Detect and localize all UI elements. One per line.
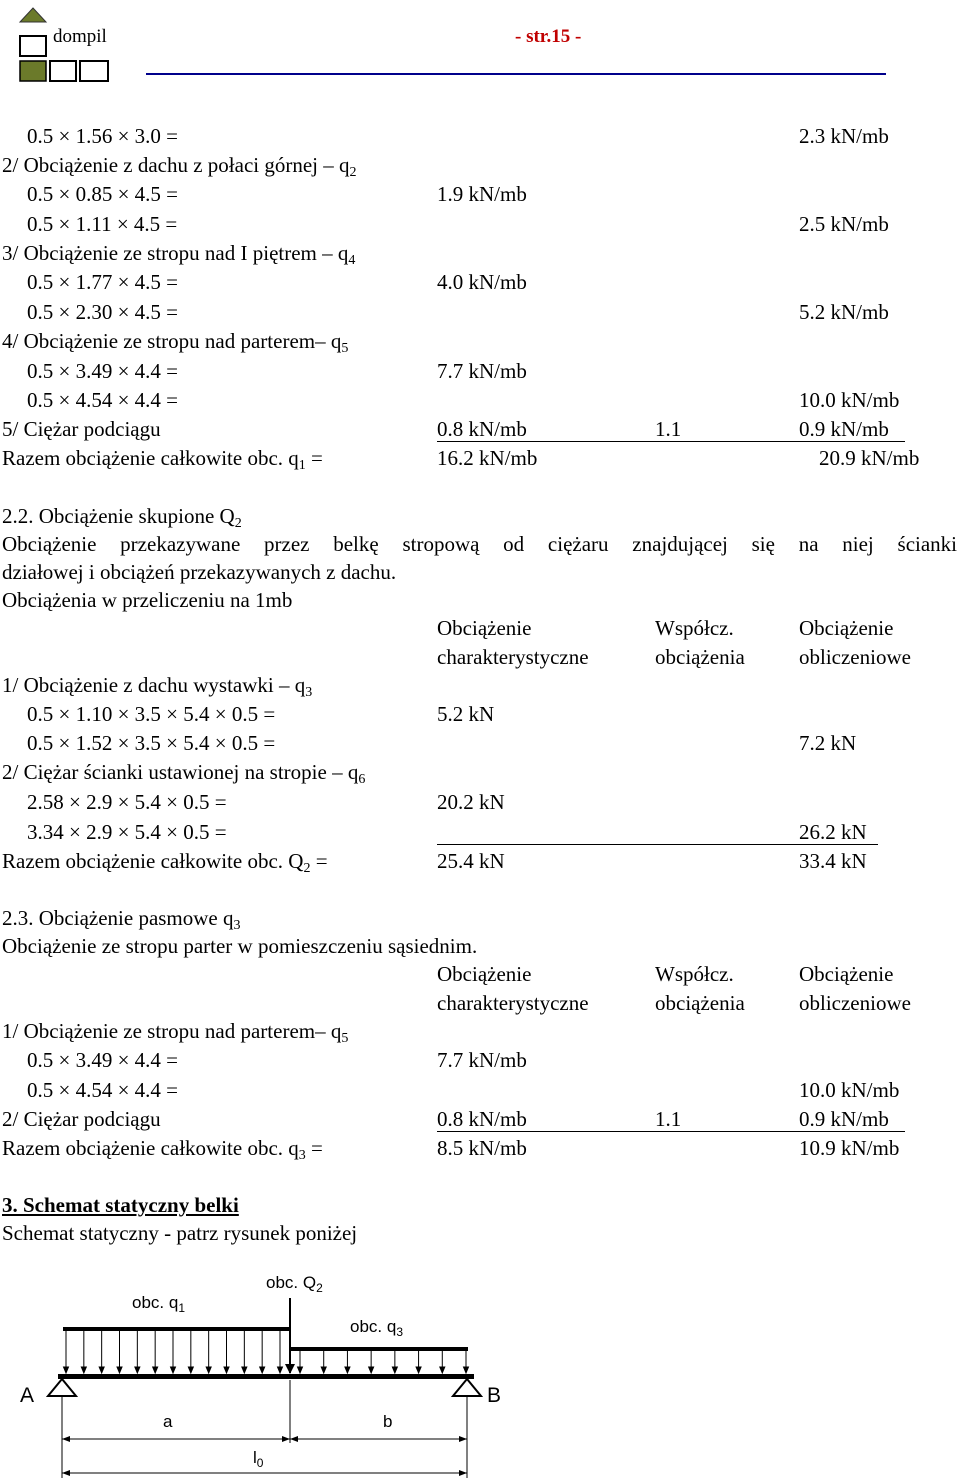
value-design: 2.3 kN/mb — [799, 124, 889, 148]
load-label-Q2: obc. $Q_2$ — [266, 1273, 323, 1295]
brand-name: dompil — [53, 26, 107, 47]
column-header: Obciążenie — [799, 616, 894, 640]
total-char: 16.2 kN/mb — [437, 446, 538, 470]
description: Obciążenie ze stropu parter w pomieszczeniu sąsiednim. — [2, 934, 478, 958]
column-header: Obciążenie — [799, 962, 894, 986]
value-design: 7.2 kN — [799, 731, 857, 755]
load-arrow-head — [321, 1367, 326, 1373]
value-design: 10.0 kN/mb — [799, 388, 900, 412]
description: Obciążenia w przeliczeniu na 1mb — [2, 588, 293, 612]
load-arrow-head — [64, 1367, 69, 1373]
load-arrow-head — [416, 1367, 421, 1373]
load-arrow-head — [440, 1367, 445, 1373]
formula: 0.5 × 4.54 × 4.4 = — [27, 388, 179, 412]
value-design: 26.2 kN — [799, 820, 867, 844]
total-label: Razem obciążenie całkowite obc. q1 = — [2, 446, 323, 473]
total-label: Razem obciążenie całkowite obc. Q2 = — [2, 849, 328, 876]
value-design: 0.9 kN/mb — [799, 417, 889, 441]
value-design: 5.2 kN/mb — [799, 300, 889, 324]
load-arrow-head — [464, 1367, 469, 1373]
support-label-a: A — [20, 1384, 35, 1407]
group-title: 2/ Obciążenie z dachu z połaci górnej – q2 — [2, 153, 357, 180]
total-design: 33.4 kN — [799, 849, 867, 873]
column-header: Obciążenie — [437, 616, 532, 640]
formula: 0.5 × 4.54 × 4.4 = — [27, 1078, 179, 1102]
formula: 0.5 × 1.10 × 3.5 × 5.4 × 0.5 = — [27, 702, 276, 726]
load-arrow-head — [224, 1367, 229, 1373]
group-title: 2/ Ciężar podciągu — [2, 1107, 161, 1131]
value-char: 7.7 kN/mb — [437, 359, 527, 383]
formula: 2.58 × 2.9 × 5.4 × 0.5 = — [27, 790, 227, 814]
load-arrow-head — [117, 1367, 122, 1373]
column-header: Współcz. — [655, 616, 734, 640]
value-char: 1.9 kN/mb — [437, 182, 527, 206]
group-title: 4/ Obciążenie ze stropu nad parterem– q5 — [2, 329, 349, 356]
load-arrow-head — [99, 1367, 104, 1373]
load-arrow-head — [188, 1367, 193, 1373]
formula: 0.5 × 1.56 × 3.0 = — [27, 124, 179, 148]
total-label: Razem obciążenie całkowite obc. q3 = — [2, 1136, 323, 1163]
section-heading: 3. Schemat statyczny belki — [2, 1193, 239, 1217]
column-header: obciążenia — [655, 645, 745, 669]
column-header: obliczeniowe — [799, 991, 911, 1015]
sum-underline — [437, 1131, 905, 1132]
load-arrow-head — [392, 1367, 397, 1373]
column-header: Współcz. — [655, 962, 734, 986]
section-heading: 2.3. Obciążenie pasmowe q3 — [2, 906, 241, 933]
load-arrow-head — [345, 1367, 350, 1373]
value-char: 5.2 kN — [437, 702, 495, 726]
value-design: 10.0 kN/mb — [799, 1078, 900, 1102]
load-arrow-head — [369, 1367, 374, 1373]
description: Schemat statyczny - patrz rysunek poniżej — [2, 1221, 358, 1245]
value-char: 4.0 kN/mb — [437, 270, 527, 294]
page-number: - str.15 - — [515, 26, 582, 47]
value-design: 2.5 kN/mb — [799, 212, 889, 236]
value-char: 0.8 kN/mb — [437, 1107, 527, 1131]
load-arrow-head — [242, 1367, 247, 1373]
beam-diagram — [0, 1260, 560, 1483]
load-arrow-head — [81, 1367, 86, 1373]
support-label-b: B — [487, 1384, 502, 1407]
span-label-l0: $l_0$ — [253, 1448, 264, 1470]
value-coef: 1.1 — [655, 1107, 682, 1131]
load-arrow-head — [260, 1367, 265, 1373]
total-char: 8.5 kN/mb — [437, 1136, 527, 1160]
formula: 0.5 × 2.30 × 4.5 = — [27, 300, 179, 324]
value-char: 0.8 kN/mb — [437, 417, 527, 441]
load-arrow-head — [278, 1367, 283, 1373]
column-header: Obciążenie — [437, 962, 532, 986]
formula: 0.5 × 1.52 × 3.5 × 5.4 × 0.5 = — [27, 731, 276, 755]
beam-drawing — [0, 1260, 560, 1483]
group-title: 2/ Ciężar ścianki ustawionej na stropie – q6 — [2, 760, 366, 787]
column-header: obciążenia — [655, 991, 745, 1015]
load-arrow-head — [206, 1367, 211, 1373]
column-header: obliczeniowe — [799, 645, 911, 669]
formula: 0.5 × 3.49 × 4.4 = — [27, 1048, 179, 1072]
formula: 0.5 × 1.11 × 4.5 = — [27, 212, 178, 236]
formula: 0.5 × 1.77 × 4.5 = — [27, 270, 179, 294]
group-title: 5/ Ciężar podciągu — [2, 417, 161, 441]
load-arrow-head — [153, 1367, 158, 1373]
group-title: 1/ Obciążenie ze stropu nad parterem– q5 — [2, 1019, 349, 1046]
sum-underline — [437, 844, 878, 845]
formula: 0.5 × 3.49 × 4.4 = — [27, 359, 179, 383]
description: działowej i obciążeń przekazywanych z dachu. — [2, 560, 397, 584]
total-design: 20.9 kN/mb — [819, 446, 920, 470]
group-title: 3/ Obciążenie ze stropu nad I piętrem – q4 — [2, 241, 356, 268]
header-divider — [146, 73, 886, 75]
total-char: 25.4 kN — [437, 849, 505, 873]
column-header: charakterystyczne — [437, 991, 589, 1015]
description: Obciążenie przekazywane przez belkę stropową od ciężaru znajdującej się na niej ścianki — [2, 532, 957, 556]
span-label-b: b — [383, 1412, 393, 1431]
load-arrow-head — [171, 1367, 176, 1373]
load-label-q3: obc. $q_3$ — [350, 1317, 403, 1339]
value-coef: 1.1 — [655, 417, 682, 441]
formula: 0.5 × 0.85 × 4.5 = — [27, 182, 179, 206]
span-label-a: a — [163, 1412, 173, 1431]
sum-underline — [437, 441, 905, 442]
column-header: charakterystyczne — [437, 645, 589, 669]
load-arrow-head — [135, 1367, 140, 1373]
value-char: 20.2 kN — [437, 790, 505, 814]
group-title: 1/ Obciążenie z dachu wystawki – q3 — [2, 673, 313, 700]
value-char: 7.7 kN/mb — [437, 1048, 527, 1072]
section-heading: 2.2. Obciążenie skupione Q2 — [2, 504, 242, 531]
value-design: 0.9 kN/mb — [799, 1107, 889, 1131]
total-design: 10.9 kN/mb — [799, 1136, 900, 1160]
load-label-q1: obc. $q_1$ — [132, 1293, 185, 1315]
formula: 3.34 × 2.9 × 5.4 × 0.5 = — [27, 820, 227, 844]
load-arrow-head — [298, 1367, 303, 1373]
